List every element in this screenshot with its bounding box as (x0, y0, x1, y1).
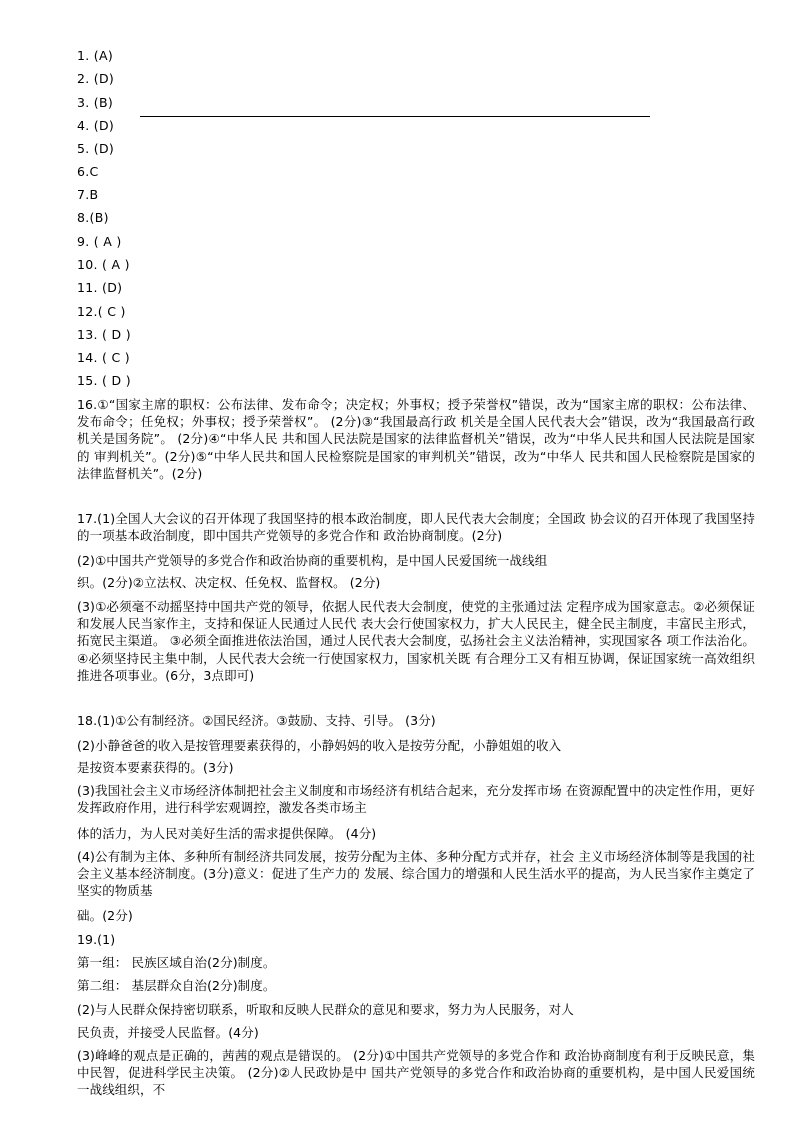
answer-11: 11. (D) (77, 280, 123, 295)
answer-4: 4. (D) (77, 118, 115, 133)
answer-1: 1. (A) (77, 48, 114, 63)
q19-group1: 第一组： 民族区域自治(2分)制度。 (77, 955, 276, 970)
q17-part2-line1: (2)①中国共产党领导的多党合作和政治协商的重要机构，是中国人民爱国统一战线组 (77, 553, 548, 568)
q18-part4-end: 础。(2分) (77, 908, 133, 923)
q18-part4: (4)公有制为主体、多种所有制经济共同发展，按劳分配为主体、多种分配方式并存，社会 主义市场经济体制等是我国的社会主义基本经济制度。(3分)意义：促进了生产力的 发展、综合国力的增强和人民生活水平的提高，为人民当家作主奠定了坚实的物质基 (77, 849, 755, 899)
answer-2: 2. (D) (77, 71, 115, 86)
answer-10: 10. ( A ) (77, 257, 130, 272)
q19-group2: 第二组： 基层群众自治(2分)制度。 (77, 978, 276, 993)
q17-part1: 17.(1)全国人大会议的召开体现了我国坚持的根本政治制度，即人民代表大会制度；全国政 协会议的召开体现了我国坚持的一项基本政治制度，即中国共产党领导的多党合作和 政治协商制度。(2分) (77, 511, 755, 544)
answer-8: 8.(B) (77, 210, 109, 225)
q17-part3: (3)①必须毫不动摇坚持中国共产党的领导，依据人民代表大会制度，使党的主张通过法 定程序成为国家意志。②必须保证和发展人民当家作主，支持和保证人民通过人民代 表大会行使国家权力，扩大人民民主，健全民主制度，丰富民主形式，拓宽民主渠道。 ③必须全面推进依法治国，通过人民代表大会制度，弘扬社会主义法治精神，实现国家各 项工作法治化。④必须坚持民主集中制，人民代表大会统一行使国家权力，国家机关既 有合理分工又有相互协调，保证国家统一高效组织推进各项事业。(6分，3点即可) (77, 599, 755, 683)
answer-9: 9. ( A ) (77, 234, 122, 249)
q19-part2-line1: (2)与人民群众保持密切联系，听取和反映人民群众的意见和要求，努力为人民服务，对人 (77, 1002, 574, 1017)
answer-15: 15. ( D ) (77, 373, 131, 388)
q19-part2-line2: 民负责，并接受人民监督。(4分) (77, 1025, 259, 1040)
answer-6: 6.C (77, 164, 99, 179)
answer-13: 13. ( D ) (77, 327, 131, 342)
q18-part3: (3)我国社会主义市场经济体制把社会主义制度和市场经济有机结合起来，充分发挥市场 在资源配置中的决定性作用，更好发挥政府作用，进行科学宏观调控，激发各类市场主 (77, 783, 755, 816)
q17-part2-line2: 织。(2分)②立法权、决定权、任免权、监督权。 (2分) (77, 575, 381, 590)
q18-part1: 18.(1)①公有制经济。②国民经济。③鼓励、支持、引导。 (3分) (77, 713, 436, 728)
q18-part2-line1: (2)小静爸爸的收入是按管理要素获得的，小静妈妈的收入是按劳分配，小静姐姐的收入 (77, 738, 562, 753)
answer-7: 7.B (77, 187, 99, 202)
answer-3: 3. (B) (77, 95, 114, 110)
answer-12: 12.( C ) (77, 304, 126, 319)
q19-part1: 19.(1) (77, 932, 116, 947)
q18-part3-end: 体的活力，为人民对美好生活的需求提供保障。 (4分) (77, 826, 377, 841)
answer-14: 14. ( C ) (77, 350, 130, 365)
q18-part2-line2: 是按资本要素获得的。(3分) (77, 760, 234, 775)
q19-part3: (3)峰峰的观点是正确的，茜茜的观点是错误的。 (2分)①中国共产党领导的多党合作和 政治协商制度有利于反映民意，集中民智，促进科学民主决策。 (2分)②人民政协是中 国共产党领导的多党合作和政治协商的重要机构，是中国人民爱国统一战线组织，不 (77, 1048, 755, 1098)
q16-answer: 16.①“国家主席的职权：公布法律、发布命令；决定权；外事权；授予荣誉权”错误，改为“国家主席的职权：公布法律、发布命令；任免权；外事权；授予荣誉权”。 (2分)③“我国最高行政 机关是全国人民代表大会”错误，改为“我国最高行政机关是国务院”。 (2分)④“中华人民 共和国人民法院是国家的法律监督机关”错误，改为“中华人民共和国人民法院是国家的 审判机关”。(2分)⑤“中华人民共和国人民检察院是国家的审判机关”错误，改为“中华人 民共和国人民检察院是国家的法律监督机关”。(2分) (77, 397, 755, 481)
horizontal-rule (140, 116, 650, 117)
answer-5: 5. (D) (77, 141, 115, 156)
